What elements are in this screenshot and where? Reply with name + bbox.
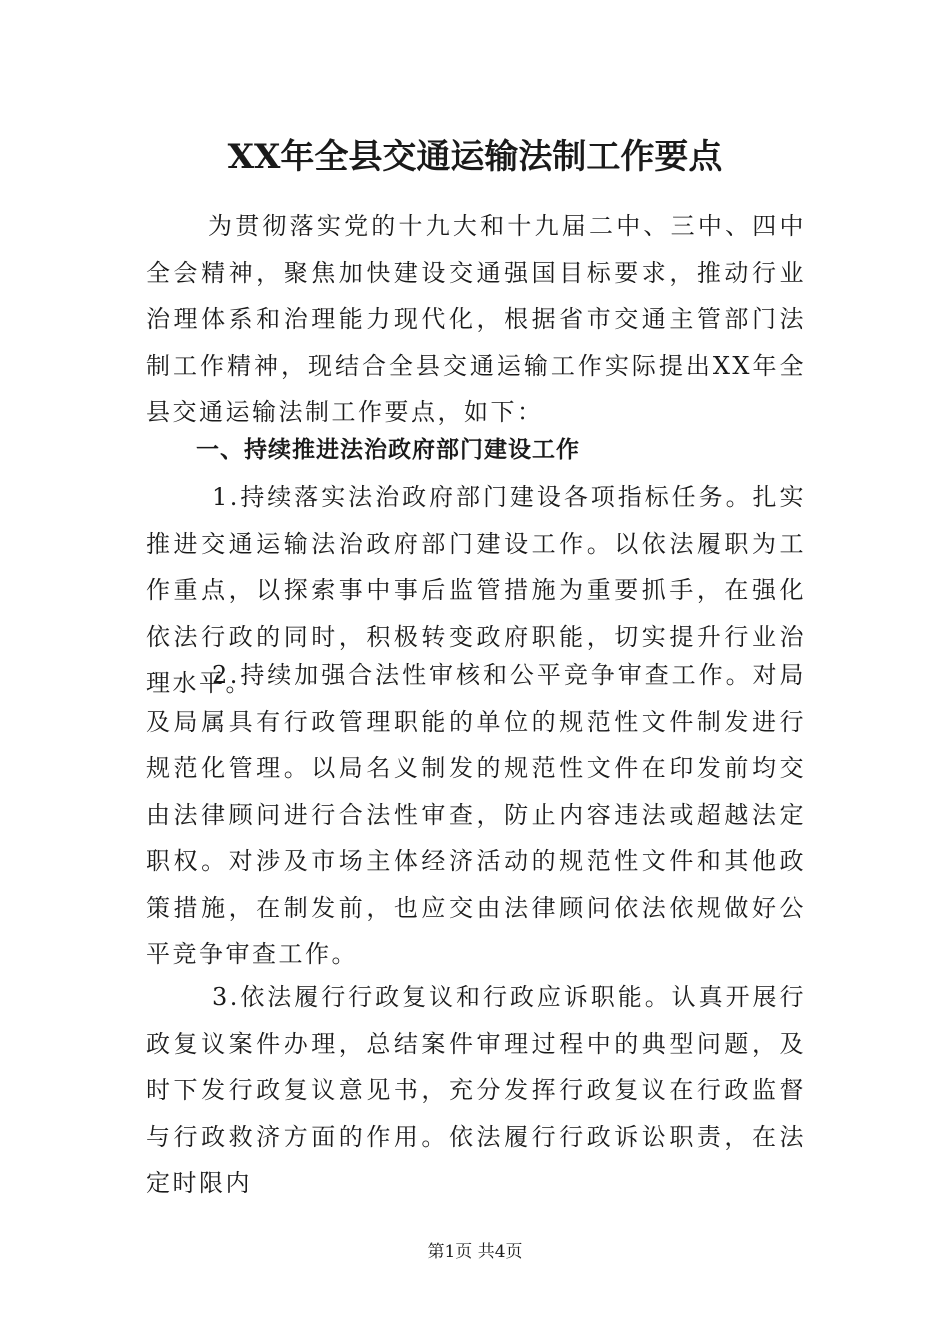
document-title: XX年全县交通运输法制工作要点 xyxy=(227,137,723,177)
item-paragraph-3: 3.依法履行行政复议和行政应诉职能。认真开展行政复议案件办理，总结案件审理过程中的典型问题，及时下发行政复议意见书，充分发挥行政复议在行政监督与行政救济方面的作用。依法履行行政诉讼职责，在法定时限内 xyxy=(146,983,806,1197)
item-paragraph-2: 2.持续加强合法性审核和公平竞争审查工作。对局及局属具有行政管理职能的单位的规范性文件制发进行规范化管理。以局名义制发的规范性文件在印发前均交由法律顾问进行合法性审查，防止内容违法或超越法定职权。对涉及市场主体经济活动的规范性文件和其他政策措施，在制发前，也应交由法律顾问依法依规做好公平竞争审查工作。 xyxy=(146,661,806,968)
section-heading-1: 一、持续推进法治政府部门建设工作 xyxy=(196,437,580,463)
intro-paragraph: 为贯彻落实党的十九大和十九届二中、三中、四中全会精神，聚焦加快建设交通强国目标要求，推动行业治理体系和治理能力现代化，根据省市交通主管部门法制工作精神，现结合全县交通运输工作实际提出XX年全县交通运输法制工作要点，如下： xyxy=(146,212,806,426)
page-footer: 第1页 共4页 xyxy=(427,1242,523,1262)
item-paragraph-1: 1.持续落实法治政府部门建设各项指标任务。扎实推进交通运输法治政府部门建设工作。以依法履职为工作重点，以探索事中事后监管措施为重要抓手，在强化依法行政的同时，积极转变政府职能，切实提升行业治理水平。 xyxy=(146,483,806,697)
